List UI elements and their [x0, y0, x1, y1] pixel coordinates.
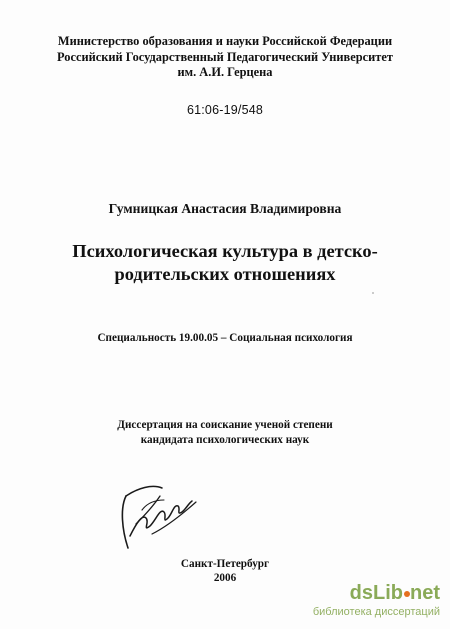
ministry-line: Министерство образования и науки Российской Федерации	[57, 34, 393, 48]
degree-line: кандидата психологических наук	[140, 434, 310, 446]
logo-dot-icon	[404, 591, 410, 597]
watermark-logo-left: dsLib	[349, 582, 403, 604]
dslib-watermark	[312, 581, 446, 625]
ministry-header	[0, 34, 450, 81]
watermark-tagline: библиотека диссертаций	[312, 606, 440, 618]
year: 2006	[213, 571, 237, 584]
title-line: Психологическая культура в детско-	[72, 241, 378, 261]
author-name: Гумницкая Анастасия Владимировна	[108, 201, 342, 216]
degree-line: Диссертация на соискание ученой степени	[117, 419, 333, 431]
city-name: Санкт-Петербург	[180, 558, 270, 570]
scan-speck	[372, 292, 374, 294]
handwritten-signature	[112, 474, 202, 554]
specialty-line: Специальность 19.00.05 – Социальная психология	[97, 332, 353, 344]
classification-code: 61:06-19/548	[186, 103, 264, 117]
dissertation-title	[0, 240, 450, 285]
university-name-line: им. А.И. Герцена	[177, 65, 273, 79]
university-line: Российский Государственный Педагогический Университет	[57, 49, 393, 64]
title-line: родительских отношениях	[114, 263, 336, 284]
degree-statement	[0, 418, 450, 448]
watermark-logo	[350, 581, 440, 605]
watermark-logo-right: net	[410, 582, 440, 604]
